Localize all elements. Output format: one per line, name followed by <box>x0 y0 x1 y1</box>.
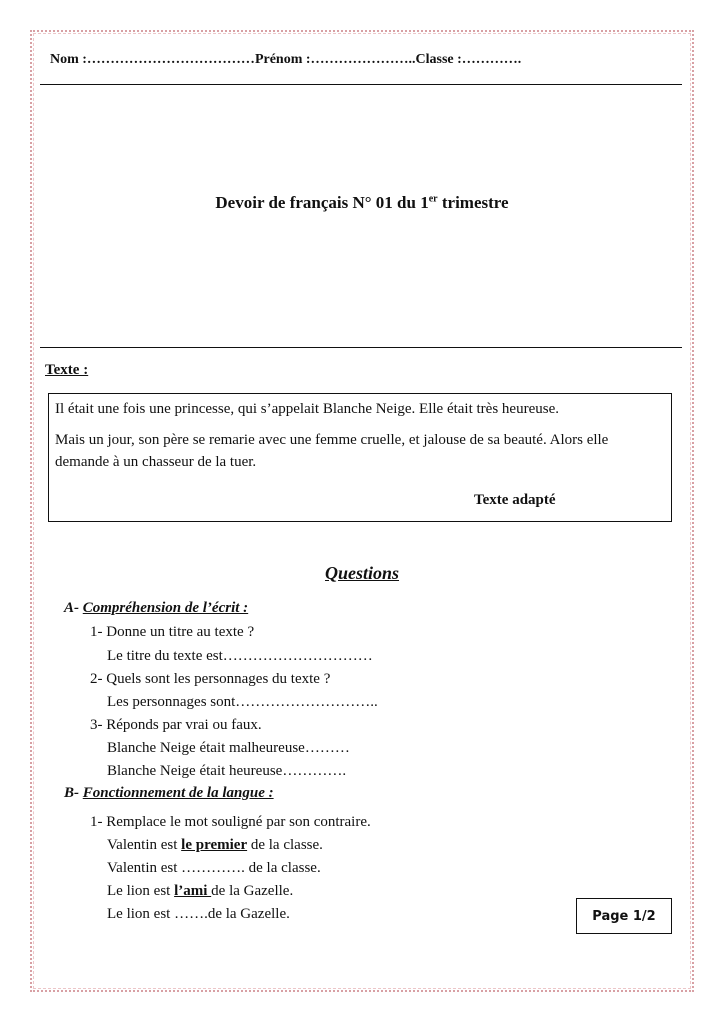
header-divider <box>40 84 682 85</box>
section-b-heading: B- Fonctionnement de la langue : <box>64 785 274 801</box>
answer-a1: Le titre du texte est………………………… <box>107 648 373 664</box>
section-a-heading: A- Compréhension de l’écrit : <box>64 600 249 616</box>
prenom-field: Prénom :………………….. <box>254 52 416 67</box>
text-source: Texte adapté <box>474 492 556 508</box>
answer-a3b: Blanche Neige était heureuse…………. <box>107 763 347 779</box>
page-title: Devoir de français N° 01 du 1er trimestre <box>215 193 509 212</box>
answer-a3a: Blanche Neige était malheureuse……… <box>107 740 350 756</box>
underlined-word-1: le premier <box>181 837 248 853</box>
text-paragraph-1: Il était une fois une princesse, qui s’appelait Blanche Neige. Elle était très heureuse. <box>55 401 559 417</box>
page-number-box <box>576 898 672 934</box>
question-a3: 3- Réponds par vrai ou faux. <box>90 717 262 733</box>
exercise-line-3: Le lion est l’ami de la Gazelle. <box>107 883 294 899</box>
underlined-word-2: l’ami <box>174 883 212 899</box>
title-superscript: er <box>428 193 438 205</box>
nom-field: Nom :……………………………… <box>50 52 255 67</box>
student-info-line <box>50 52 521 68</box>
page-number: Page 1/2 <box>592 908 656 924</box>
texte-label: Texte : <box>45 362 89 378</box>
exercise-line-2: Valentin est …………. de la classe. <box>107 860 321 876</box>
question-b1: 1- Remplace le mot souligné par son contraire. <box>90 814 371 830</box>
answer-a2: Les personnages sont……………………….. <box>107 694 378 710</box>
exercise-line-1: Valentin est le premier de la classe. <box>107 837 323 853</box>
title-divider <box>40 347 682 348</box>
exercise-line-4: Le lion est …….de la Gazelle. <box>107 906 290 922</box>
text-paragraph-2: Mais un jour, son père se remarie avec une femme cruelle, et jalouse de sa beauté. Alors elle demande à un chasseur de la tuer. <box>55 432 609 470</box>
text-box <box>48 393 672 522</box>
classe-field: Classe :…………. <box>415 52 522 67</box>
question-a1: 1- Donne un titre au texte ? <box>90 624 255 640</box>
question-a2: 2- Quels sont les personnages du texte ? <box>90 671 331 687</box>
questions-title: Questions <box>324 563 400 583</box>
